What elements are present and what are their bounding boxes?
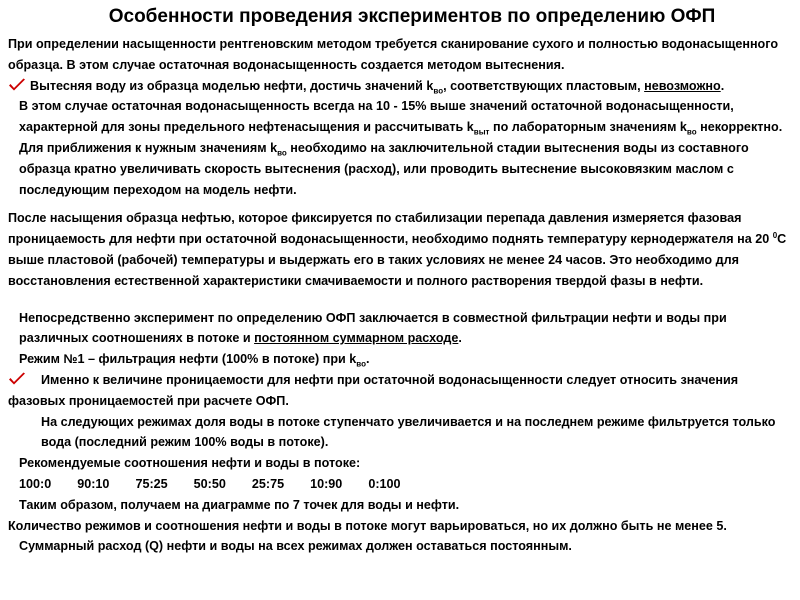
ratio-item: 90:10 (77, 476, 110, 491)
paragraph-mode-count: Количество режимов и соотношения нефти и воды в потоке могут варьироваться, но их должно быть не менее 5. (8, 518, 727, 533)
paragraph-displacement: Вытесняя воду из образца моделью нефти, достичь значений $k_{во}$, соответствующих пластовым, невозможно. (8, 76, 792, 97)
underlined-impossible: невозможно (644, 78, 721, 93)
ratio-item: 100:0 (19, 476, 52, 491)
paragraph-approximation: Для приближения к нужным значениям $k_{во}$ необходимо на заключительной стадии вытеснения воды из составного образца кратно увеличивать скорость вытеснения (расход), или проводить вытеснение высоковязким маслом с последующим переходом на модель нефти. (19, 140, 749, 197)
paragraph-mode-1: Режим №1 – фильтрация нефти (100% в потоке) при $k_{во}$. (19, 352, 370, 369)
checkmark-icon (8, 78, 26, 92)
ratio-item: 50:50 (193, 476, 226, 491)
ratio-item: 0:100 (368, 476, 401, 491)
paragraph-experiment: Непосредственно эксперимент по определению ОФП заключается в совместной фильтрации нефти и воды при различных соотношениях в потоке и постоянном суммарном расходе. (19, 310, 727, 346)
paragraph-residual-water: В этом случае остаточная водонасыщенность всегда на 10 - 15% выше значений остаточной водонасыщенности, характерной для зоны предельного нефтенасыщения и рассчитывать $k_{выт}$ по лабораторным значениям $k_{во}$ некорректно. (19, 99, 783, 137)
ratio-item: 10:90 (310, 476, 343, 491)
underlined-constant-flow: постоянном суммарном расходе (254, 331, 459, 346)
slide-body (8, 34, 792, 557)
paragraph-recommended-ratios: Рекомендуемые соотношения нефти и воды в потоке: (19, 456, 361, 471)
page-title: Особенности проведения экспериментов по определению ОФП (108, 6, 716, 27)
paragraph-total-flow: Суммарный расход (Q) нефти и воды на всех режимах должен оставаться постоянным. (19, 539, 572, 554)
paragraph-permeability: Именно к величине проницаемости для нефти при остаточной водонасыщенности следует относить значения фазовых проницаемостей при расчете ОФП. (8, 372, 739, 408)
ratio-list (8, 474, 792, 495)
paragraph-seven-points: Таким образом, получаем на диаграмме по 7 точек для воды и нефти. (19, 497, 460, 512)
ratio-item: 25:75 (251, 476, 285, 491)
paragraph-xray-saturation: При определении насыщенности рентгеновским методом требуется сканирование сухого и полностью водонасыщенного образца. В этом случае остаточная водонасыщенность создается методом вытеснения. (8, 37, 779, 72)
paragraph-next-modes: На следующих режимах доля воды в потоке ступенчато увеличивается и на последнем режиме фильтруется только вода (последний режим 100% воды в потоке). (41, 414, 776, 450)
checkmark-icon (8, 372, 26, 386)
ratio-item: 75:25 (135, 476, 168, 491)
paragraph-oil-saturation: После насыщения образца нефтью, которое фиксируется по стабилизации перепада давления измеряется фазовая проницаемость для нефти при остаточной водонасыщенности, необходимо поднять температуру кернодержателя на 20 $^0$С выше пластовой (рабочей) температуры и выдержать его в таких условиях не менее 24 часов. Это необходимо для восстановления естественной характеристики смачиваемости и полного растворения твердой фазы в нефти. (8, 211, 787, 288)
